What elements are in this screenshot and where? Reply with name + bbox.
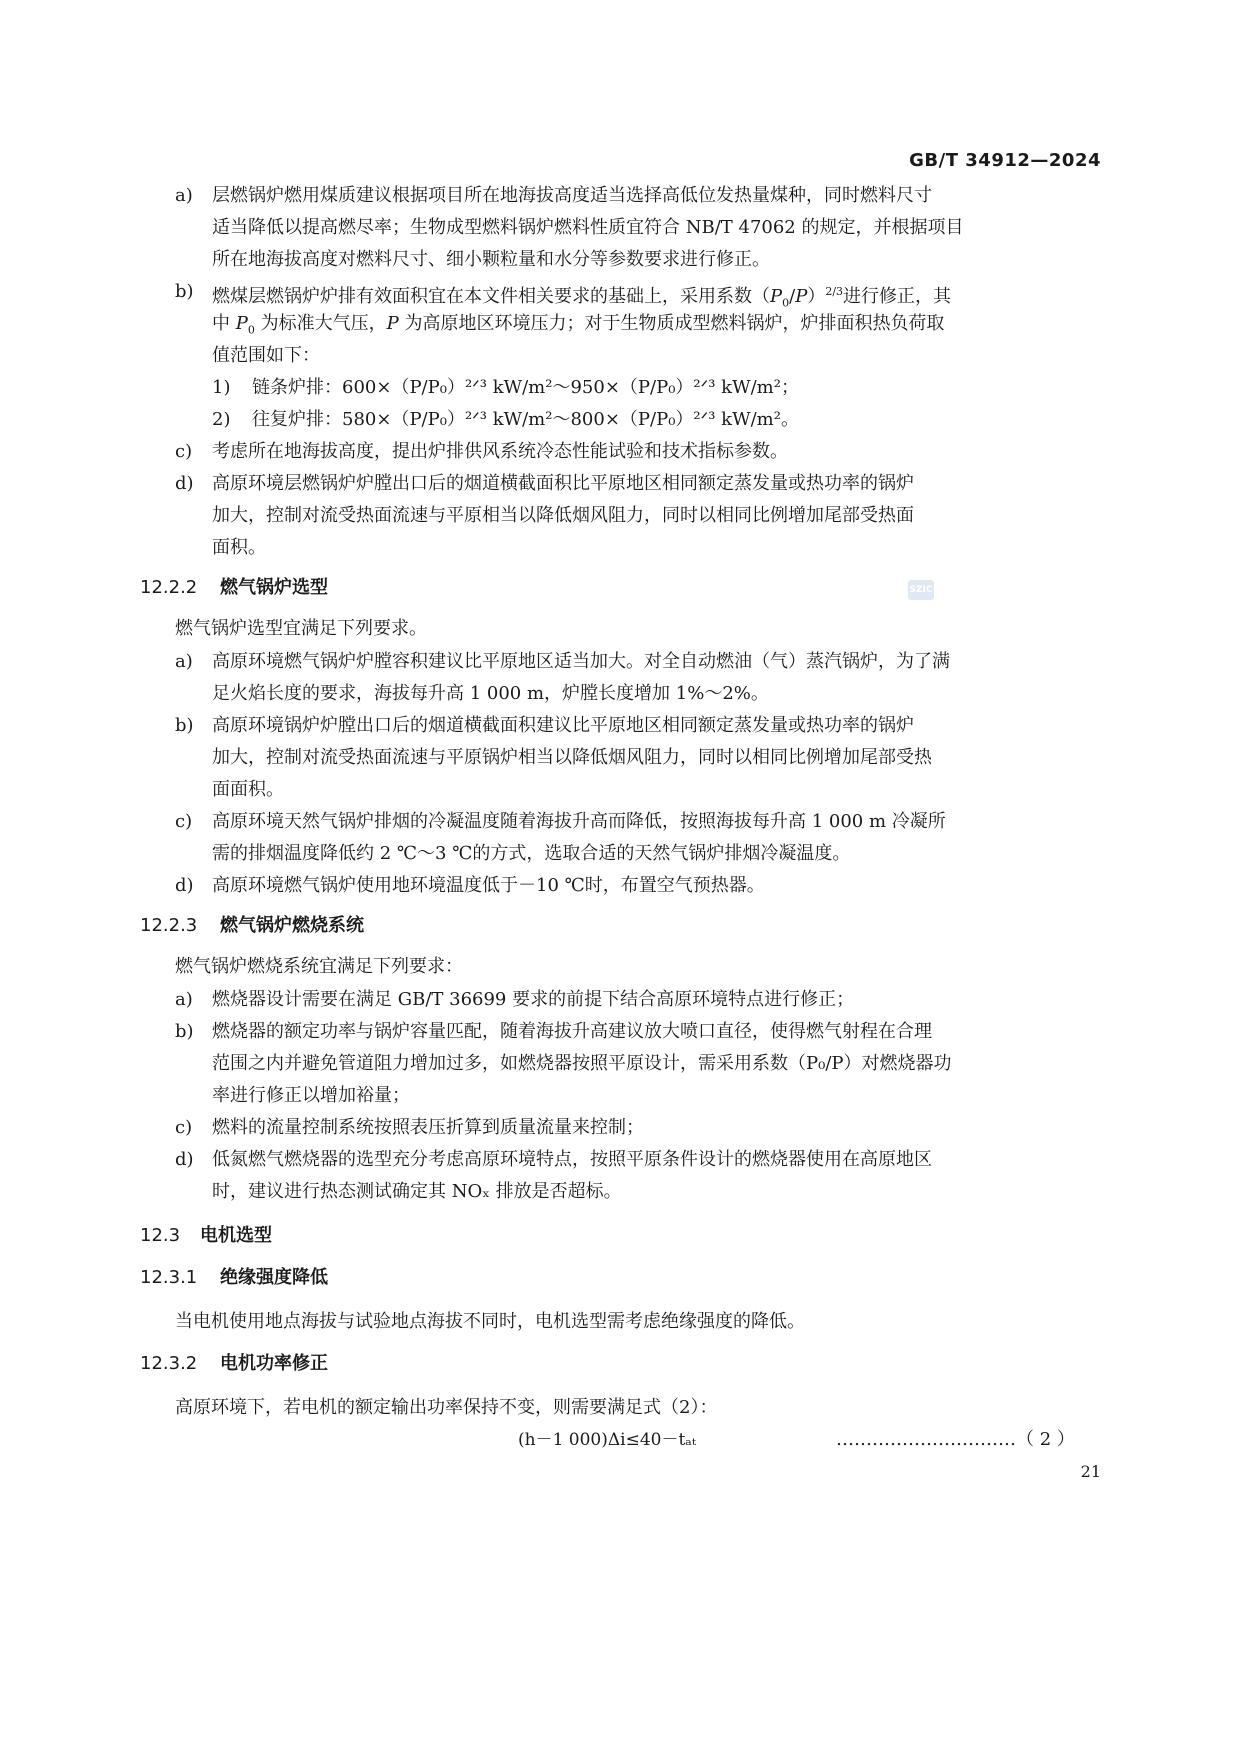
- burner-a: 燃烧器设计需要在满足 GB/T 36699 要求的前提下结合高原环境特点进行修正；: [212, 989, 855, 1010]
- list-label-b: b): [175, 1021, 194, 1042]
- section-intro-12-2-2: 燃气锅炉选型宜满足下列要求。: [175, 618, 427, 639]
- equation-formula: (h－1 000)Δi≤40－tₐₜ: [518, 1430, 697, 1450]
- list-label-d: d): [175, 1149, 194, 1170]
- para-d-line1: 高原环境层燃锅炉炉膛出口后的烟道横截面积比平原地区相同额定蒸发量或热功率的锅炉: [212, 473, 914, 494]
- list-label-b: b): [175, 715, 194, 736]
- gas-c-line2: 需的排烟温度降低约 2 ℃～3 ℃的方式，选取合适的天然气锅炉排烟冷凝温度。: [212, 843, 851, 864]
- para-a-line2: 适当降低以提高燃尽率；生物成型燃料锅炉燃料性质宜符合 NB/T 47062 的规定，并根据项目: [212, 217, 964, 238]
- equation-number: …………………………（ 2 ）: [836, 1429, 1075, 1450]
- list-label-d: d): [175, 875, 194, 896]
- list-label-d: d): [175, 473, 194, 494]
- section-heading-12-3-1: 12.3.1 绝缘强度降低: [140, 1267, 328, 1288]
- para-a-line3: 所在地海拔高度对燃料尺寸、细小颗粒量和水分等参数要求进行修正。: [212, 249, 770, 270]
- list-label-c: c): [175, 811, 193, 832]
- section-heading-12-3: 12.3 电机选型: [140, 1225, 272, 1246]
- gas-a-line2: 足火焰长度的要求，海拔每升高 1 000 m，炉膛长度增加 1%～2%。: [212, 683, 769, 704]
- section-intro-12-2-3: 燃气锅炉燃烧系统宜满足下列要求：: [175, 956, 463, 977]
- gas-b-line1: 高原环境锅炉炉膛出口后的烟道横截面积建议比平原地区相同额定蒸发量或热功率的锅炉: [212, 715, 914, 736]
- para-b-line1: 燃煤层燃锅炉炉排有效面积宜在本文件相关要求的基础上，采用系数$(P_0/P)^{2/3}$进行修正，其: [212, 285, 952, 310]
- sub-item-1: 链条炉排：600×（P/P₀）²ᐟ³ kW/m²～950×（P/P₀）²ᐟ³ kW/m²；: [252, 377, 799, 398]
- list-label-c: c): [175, 441, 193, 462]
- list-label-b: b): [175, 281, 194, 302]
- sub-label-2: 2): [212, 409, 231, 430]
- gas-b-line2: 加大，控制对流受热面流速与平原锅炉相当以降低烟风阻力，同时以相同比例增加尾部受热: [212, 747, 932, 768]
- section-heading-12-3-2: 12.3.2 电机功率修正: [140, 1353, 328, 1374]
- page-number: 21: [1080, 1462, 1101, 1481]
- list-label-a: a): [175, 185, 193, 206]
- para-a-line1: 层燃锅炉燃用煤质建议根据项目所在地海拔高度适当选择高低位发热量煤种，同时燃料尺寸: [212, 185, 932, 206]
- list-label-a: a): [175, 651, 193, 672]
- para-d-line2: 加大，控制对流受热面流速与平原相当以降低烟风阻力，同时以相同比例增加尾部受热面: [212, 505, 914, 526]
- para-b-line3: 值范围如下：: [212, 345, 320, 366]
- burner-b-line1: 燃烧器的额定功率与锅炉容量匹配，随着海拔升高建议放大喷口直径，使得燃气射程在合理: [212, 1021, 932, 1042]
- gas-a-line1: 高原环境燃气锅炉炉膛容积建议比平原地区适当加大。对全自动燃油（气）蒸汽锅炉，为了满: [212, 651, 950, 672]
- burner-c: 燃料的流量控制系统按照表压折算到质量流量来控制；: [212, 1117, 644, 1138]
- section-heading-12-2-3: 12.2.3 燃气锅炉燃烧系统: [140, 915, 364, 936]
- para-b-line2: 中 $P_0$ 为标准大气压，P 为高原地区环境压力；对于生物质成型燃料锅炉，炉排面积热负荷取: [212, 313, 945, 337]
- list-label-c: c): [175, 1117, 193, 1138]
- burner-b-line2: 范围之内并避免管道阻力增加过多，如燃烧器按照平原设计，需采用系数（P₀/P）对燃烧器功: [212, 1053, 952, 1074]
- sub-item-2: 往复炉排：580×（P/P₀）²ᐟ³ kW/m²～800×（P/P₀）²ᐟ³ kW/m²。: [252, 409, 799, 430]
- burner-d-line1: 低氮燃气燃烧器的选型充分考虑高原环境特点，按照平原条件设计的燃烧器使用在高原地区: [212, 1149, 932, 1170]
- gas-b-line3: 面面积。: [212, 779, 284, 800]
- list-label-a: a): [175, 989, 193, 1010]
- watermark-logo: SZIC: [908, 580, 934, 600]
- gas-d: 高原环境燃气锅炉使用地环境温度低于－10 ℃时，布置空气预热器。: [212, 875, 765, 896]
- burner-b-line3: 率进行修正以增加裕量；: [212, 1085, 410, 1106]
- section-heading-12-2-2: 12.2.2 燃气锅炉选型: [140, 577, 328, 598]
- gas-c-line1: 高原环境天然气锅炉排烟的冷凝温度随着海拔升高而降低，按照海拔每升高 1 000 m 冷凝所: [212, 811, 946, 832]
- insulation-text: 当电机使用地点海拔与试验地点海拔不同时，电机选型需考虑绝缘强度的降低。: [175, 1311, 805, 1332]
- para-d-line3: 面积。: [212, 537, 266, 558]
- para-c: 考虑所在地海拔高度，提出炉排供风系统冷态性能试验和技术指标参数。: [212, 441, 788, 462]
- document-code: GB/T 34912—2024: [909, 150, 1101, 171]
- sub-label-1: 1): [212, 377, 231, 398]
- burner-d-line2: 时，建议进行热态测试确定其 NOₓ 排放是否超标。: [212, 1181, 622, 1202]
- power-correction-text: 高原环境下，若电机的额定输出功率保持不变，则需要满足式（2）：: [175, 1397, 718, 1418]
